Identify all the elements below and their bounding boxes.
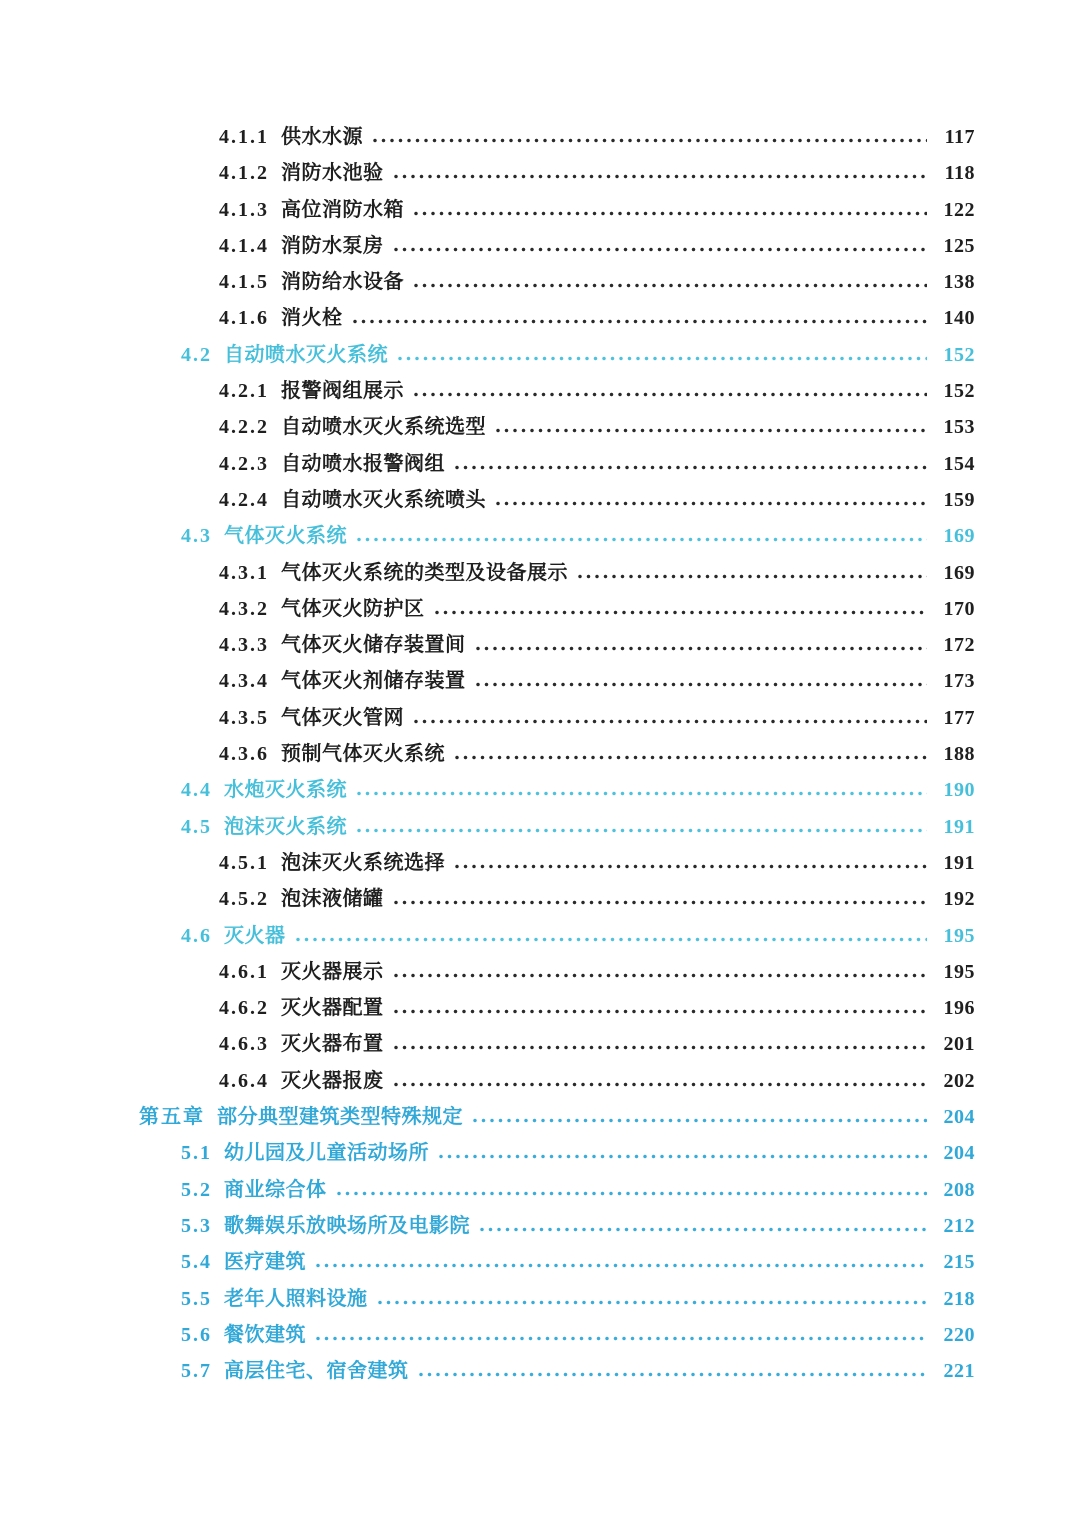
toc-row — [0, 1026, 1080, 1062]
dot-leader-icon — [414, 211, 927, 216]
toc-entry-number: 4.6.2 — [219, 997, 269, 1020]
toc-page-number: 177 — [943, 706, 975, 729]
dot-leader-icon — [394, 1009, 928, 1014]
toc-row — [0, 809, 1080, 845]
toc-entry-title: 商业综合体 — [224, 1178, 327, 1201]
toc-row — [0, 1172, 1080, 1208]
toc-entry-title: 高层住宅、宿舍建筑 — [224, 1360, 409, 1383]
toc-entry-title: 气体灭火剂储存装置 — [281, 670, 466, 693]
toc-entry-number: 4.5.1 — [219, 851, 269, 874]
toc-entry-title: 气体灭火防护区 — [281, 597, 425, 620]
dot-leader-icon — [373, 138, 927, 143]
toc-page-number: 212 — [943, 1214, 975, 1237]
toc-entry-title: 部分典型建筑类型特殊规定 — [217, 1106, 463, 1129]
toc-entry-number: 4.5 — [181, 815, 212, 838]
dot-leader-icon — [480, 1227, 927, 1232]
toc-page-number: 202 — [943, 1069, 975, 1092]
toc-page-number: 152 — [943, 380, 975, 403]
toc-row — [0, 337, 1080, 373]
toc-page-number: 195 — [943, 924, 975, 947]
toc-page-number: 188 — [943, 743, 975, 766]
dot-leader-icon — [353, 319, 928, 324]
dot-leader-icon — [455, 864, 927, 869]
toc-entry-number: 5.3 — [181, 1214, 212, 1237]
toc-entry-title: 泡沫液储罐 — [281, 888, 384, 911]
toc-row — [0, 482, 1080, 518]
toc-entry-number: 4.3.4 — [219, 670, 269, 693]
toc-entry-title: 消火栓 — [281, 307, 343, 330]
toc-entry-title: 餐饮建筑 — [224, 1323, 306, 1346]
toc-entry-title: 报警阀组展示 — [281, 380, 404, 403]
toc-entry-number: 4.1.6 — [219, 307, 269, 330]
toc-entry-number: 5.1 — [181, 1142, 212, 1165]
toc-row — [0, 409, 1080, 445]
toc-row — [0, 881, 1080, 917]
toc-entry-number: 4.2.4 — [219, 488, 269, 511]
dot-leader-icon — [473, 1118, 927, 1123]
toc-row — [0, 119, 1080, 155]
toc-row — [0, 954, 1080, 990]
toc-entry-title: 自动喷水报警阀组 — [281, 452, 445, 475]
toc-entry-title: 供水水源 — [281, 126, 363, 148]
toc-entry-title: 气体灭火系统的类型及设备展示 — [281, 561, 568, 584]
toc-entry-title: 老年人照料设施 — [224, 1287, 368, 1310]
toc-entry-number: 4.3.6 — [219, 743, 269, 766]
toc-entry-title: 气体灭火系统 — [224, 525, 347, 548]
toc-row — [0, 228, 1080, 264]
dot-leader-icon — [394, 1082, 928, 1087]
toc-entry-title: 灭火器布置 — [281, 1033, 384, 1056]
dot-leader-icon — [394, 973, 928, 978]
dot-leader-icon — [455, 755, 927, 760]
dot-leader-icon — [476, 682, 928, 687]
toc-row — [0, 1244, 1080, 1280]
toc-entry-number: 4.2 — [181, 343, 212, 366]
dot-leader-icon — [398, 356, 927, 361]
toc-row — [0, 1063, 1080, 1099]
toc-entry-title: 幼儿园及儿童活动场所 — [224, 1142, 429, 1165]
toc-entry-number: 5.4 — [181, 1251, 212, 1274]
toc-entry-title: 自动喷水灭火系统喷头 — [281, 488, 486, 511]
toc-row — [0, 627, 1080, 663]
dot-leader-icon — [316, 1263, 927, 1268]
toc-entry-title: 医疗建筑 — [224, 1251, 306, 1274]
toc-row — [0, 1099, 1080, 1135]
toc-row — [0, 663, 1080, 699]
toc-entry-title: 高位消防水箱 — [281, 198, 404, 221]
toc-entry-title: 灭火器配置 — [281, 997, 384, 1020]
toc-entry-title: 灭火器报废 — [281, 1069, 384, 1092]
dot-leader-icon — [414, 392, 927, 397]
toc-entry-title: 消防水池验 — [281, 162, 384, 185]
toc-entry-number: 4.1.4 — [219, 234, 269, 257]
toc-page-number: 221 — [943, 1360, 975, 1383]
toc-entry-number: 4.3.2 — [219, 597, 269, 620]
toc-page-number: 159 — [943, 488, 975, 511]
toc-page-number: 154 — [943, 452, 975, 475]
dot-leader-icon — [419, 1372, 928, 1377]
toc-row — [0, 555, 1080, 591]
dot-leader-icon — [394, 1045, 928, 1050]
toc-page-number: 153 — [943, 416, 975, 439]
toc-row — [0, 300, 1080, 336]
toc-entry-title: 水炮灭火系统 — [224, 779, 347, 802]
toc-page-number: 215 — [943, 1251, 975, 1274]
toc-page-number: 170 — [943, 597, 975, 620]
toc-entry-number: 4.6.3 — [219, 1033, 269, 1056]
toc-page-number: 220 — [943, 1323, 975, 1346]
toc-entry-number: 4.2.3 — [219, 452, 269, 475]
toc-row — [0, 518, 1080, 554]
toc-page-number: 204 — [943, 1142, 975, 1165]
dot-leader-icon — [476, 646, 928, 651]
toc-entry-number: 4.6.1 — [219, 960, 269, 983]
toc-entry-number: 5.6 — [181, 1323, 212, 1346]
toc-row — [0, 1135, 1080, 1171]
toc-entry-title: 泡沫灭火系统选择 — [281, 851, 445, 874]
dot-leader-icon — [357, 537, 927, 542]
toc-entry-number: 第五章 — [139, 1106, 205, 1129]
toc-entry-title: 消防给水设备 — [281, 271, 404, 294]
dot-leader-icon — [439, 1154, 927, 1159]
toc-row — [0, 192, 1080, 228]
toc-entry-number: 4.3.3 — [219, 634, 269, 657]
toc-entry-number: 4.6.4 — [219, 1069, 269, 1092]
dot-leader-icon — [394, 900, 928, 905]
dot-leader-icon — [496, 501, 927, 506]
toc-row — [0, 772, 1080, 808]
toc-row — [0, 155, 1080, 191]
toc-entry-number: 4.2.1 — [219, 380, 269, 403]
toc-page-number: 192 — [943, 888, 975, 911]
toc-page-number: 122 — [943, 198, 975, 221]
toc-row — [0, 1281, 1080, 1317]
toc-entry-number: 4.3 — [181, 525, 212, 548]
dot-leader-icon — [296, 937, 928, 942]
toc-entry-number: 4.1.3 — [219, 198, 269, 221]
toc-entry-title: 灭火器展示 — [281, 960, 384, 983]
toc-row — [0, 918, 1080, 954]
toc-entry-number: 5.2 — [181, 1178, 212, 1201]
dot-leader-icon — [414, 283, 927, 288]
toc-entry-number: 4.2.2 — [219, 416, 269, 439]
toc-row — [0, 736, 1080, 772]
toc-entry-number: 4.3.5 — [219, 706, 269, 729]
dot-leader-icon — [316, 1336, 927, 1341]
toc-page-number: 117 — [944, 126, 975, 148]
toc-entry-title: 预制气体灭火系统 — [281, 743, 445, 766]
toc-row — [0, 264, 1080, 300]
toc-page-number: 138 — [943, 271, 975, 294]
toc-page-number: 172 — [943, 634, 975, 657]
toc-row — [0, 591, 1080, 627]
toc-page-number: 169 — [943, 561, 975, 584]
dot-leader-icon — [337, 1191, 928, 1196]
toc-entry-number: 4.1.5 — [219, 271, 269, 294]
toc-row — [0, 845, 1080, 881]
dot-leader-icon — [496, 428, 927, 433]
toc-page-number: 173 — [943, 670, 975, 693]
toc-entry-number: 5.5 — [181, 1287, 212, 1310]
toc-entry-number: 4.3.1 — [219, 561, 269, 584]
toc-entry-title: 气体灭火储存装置间 — [281, 634, 466, 657]
toc-entry-number: 4.6 — [181, 924, 212, 947]
toc-entry-title: 泡沫灭火系统 — [224, 815, 347, 838]
toc-page-number: 218 — [943, 1287, 975, 1310]
dot-leader-icon — [378, 1300, 928, 1305]
toc-page-number: 195 — [943, 960, 975, 983]
toc-page-number: 191 — [943, 851, 975, 874]
dot-leader-icon — [455, 465, 927, 470]
toc-page-number: 190 — [943, 779, 975, 802]
toc-entry-title: 歌舞娱乐放映场所及电影院 — [224, 1214, 470, 1237]
toc-page-number: 204 — [943, 1106, 975, 1129]
dot-leader-icon — [357, 791, 927, 796]
toc-page-number: 196 — [943, 997, 975, 1020]
toc-entry-number: 4.1.2 — [219, 162, 269, 185]
toc-row — [0, 1208, 1080, 1244]
toc-row — [0, 446, 1080, 482]
toc-page-number: 152 — [943, 343, 975, 366]
toc-page-number: 125 — [943, 234, 975, 257]
toc-entry-title: 气体灭火管网 — [281, 706, 404, 729]
dot-leader-icon — [357, 828, 927, 833]
toc-row — [0, 700, 1080, 736]
toc-row — [0, 990, 1080, 1026]
toc-row — [0, 1317, 1080, 1353]
toc-entry-title: 消防水泵房 — [281, 234, 384, 257]
toc-page-number: 140 — [943, 307, 975, 330]
dot-leader-icon — [414, 719, 927, 724]
dot-leader-icon — [435, 610, 928, 615]
toc-entry-title: 自动喷水灭火系统 — [224, 343, 388, 366]
toc-page-number: 201 — [943, 1033, 975, 1056]
toc-row — [0, 1353, 1080, 1389]
toc-entry-number: 4.5.2 — [219, 888, 269, 911]
toc-page-number: 169 — [943, 525, 975, 548]
toc-entry-number: 5.7 — [181, 1360, 212, 1383]
dot-leader-icon — [578, 574, 927, 579]
table-of-contents — [0, 119, 1080, 1389]
toc-entry-number: 4.1.1 — [219, 126, 269, 148]
dot-leader-icon — [394, 174, 928, 179]
dot-leader-icon — [394, 247, 928, 252]
toc-page-number: 208 — [943, 1178, 975, 1201]
toc-entry-number: 4.4 — [181, 779, 212, 802]
toc-page-number: 118 — [944, 162, 975, 185]
toc-entry-title: 灭火器 — [224, 924, 286, 947]
toc-page-number: 191 — [943, 815, 975, 838]
toc-entry-title: 自动喷水灭火系统选型 — [281, 416, 486, 439]
toc-row — [0, 373, 1080, 409]
